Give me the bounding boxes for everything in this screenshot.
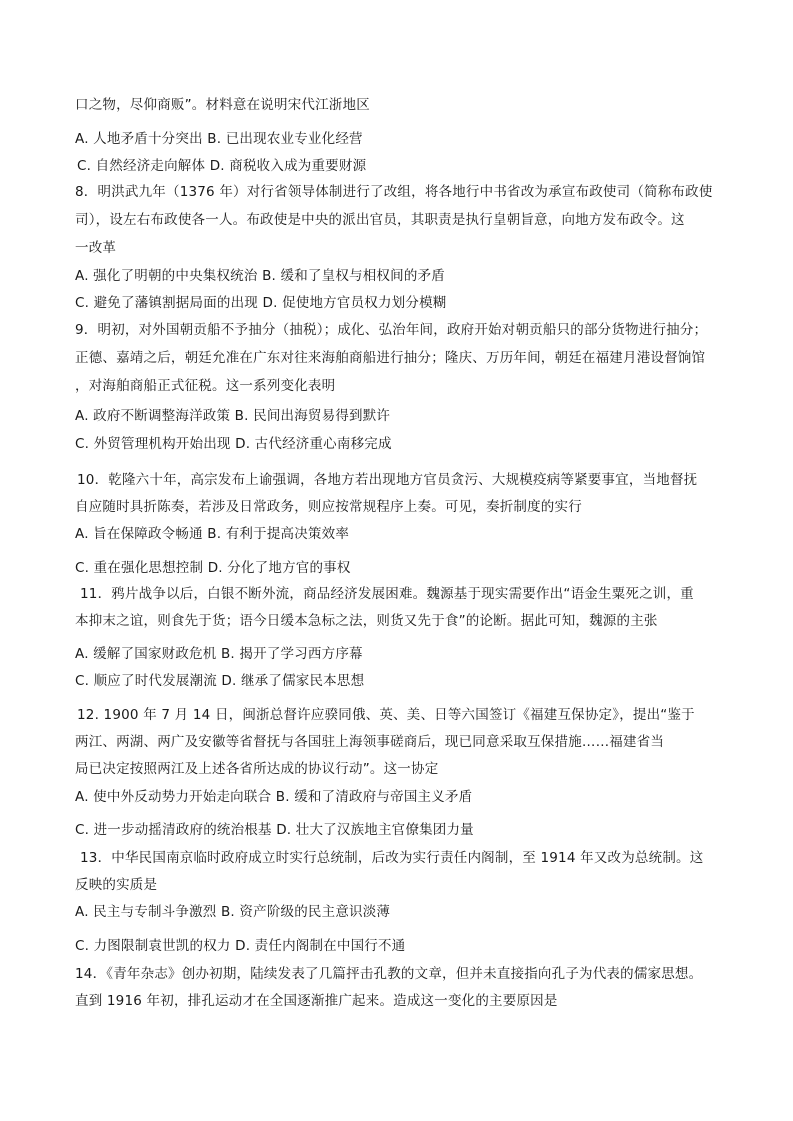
- question-10-option-ab: A. 旨在保障政令畅通 B. 有利于提高决策效率: [75, 526, 350, 542]
- option-line-cd: C. 自然经济走向解体 D. 商税收入成为重要财源: [77, 158, 367, 174]
- question-12-option-cd: C. 进一步动摇清政府的统治根基 D. 壮大了汉族地主官僚集团力量: [75, 822, 474, 838]
- question-13-line-2: 反映的实质是: [75, 877, 158, 893]
- question-13-line-1: 13．中华民国南京临时政府成立时实行总统制，后改为实行责任内阁制，至 1914 年又改为总统制。这: [80, 850, 704, 866]
- question-12-line-1: 12. 1900 年 7 月 14 日，闽浙总督许应骙同俄、英、美、日等六国签订《福建互保协定》，提出“鉴于: [77, 707, 695, 723]
- question-9-option-cd: C. 外贸管理机构开始出现 D. 古代经济重心南移完成: [75, 436, 392, 452]
- question-10-option-cd: C. 重在强化思想控制 D. 分化了地方官的事权: [75, 560, 351, 576]
- question-8-line-2: 司），设左右布政使各一人。布政使是中央的派出官员，其职责是执行皇朝旨意，向地方发布政令。这: [75, 212, 685, 228]
- question-8-option-cd: C. 避免了藩镇割据局面的出现 D. 促使地方官员权力划分模糊: [75, 295, 447, 311]
- question-9-line-3: ，对海舶商船正式征税。这一系列变化表明: [75, 378, 336, 394]
- text-line-continuation: 口之物，尽仰商贩”。材料意在说明宋代江浙地区: [75, 97, 370, 113]
- question-11-option-ab: A. 缓解了国家财政危机 B. 揭开了学习西方序幕: [75, 646, 363, 662]
- question-10-line-1: 10．乾隆六十年，高宗发布上谕强调，各地方若出现地方官员贪污、大规模疫病等紧要事宜，当地督抚: [77, 472, 698, 488]
- question-12-line-3: 局已决定按照两江及上述各省所达成的协议行动”。这一协定: [75, 761, 439, 777]
- question-12-line-2: 两江、两湖、两广及安徽等省督抚与各国驻上海领事磋商后，现已同意采取互保措施……福建省当: [75, 734, 665, 750]
- question-9-line-1: 9．明初，对外国朝贡船不予抽分（抽税）；成化、弘治年间，政府开始对朝贡船只的部分货物进行抽分；: [75, 322, 708, 338]
- question-12-option-ab: A. 使中外反动势力开始走向联合 B. 缓和了清政府与帝国主义矛盾: [75, 789, 473, 805]
- question-11-option-cd: C. 顺应了时代发展潮流 D. 继承了儒家民本思想: [75, 673, 365, 689]
- question-13-option-ab: A. 民主与专制斗争激烈 B. 资产阶级的民主意识淡薄: [75, 904, 391, 920]
- question-9-option-ab: A. 政府不断调整海洋政策 B. 民间出海贸易得到默许: [75, 408, 391, 424]
- option-line-ab: A. 人地矛盾十分突出 B. 已出现农业专业化经营: [75, 131, 363, 147]
- question-14-line-1: 14．《青年杂志》创办初期，陆续发表了几篇抨击孔教的文章，但并未直接指向孔子为代表的儒家思想。: [75, 966, 703, 982]
- question-9-line-2: 正德、嘉靖之后，朝廷允准在广东对往来海舶商船进行抽分；隆庆、万历年间，朝廷在福建月港设督饷馆: [75, 350, 706, 366]
- question-14-line-2: 直到 1916 年初，排孔运动才在全国逐渐推广起来。造成这一变化的主要原因是: [75, 993, 558, 1009]
- question-10-line-2: 自应随时具折陈奏，若涉及日常政务，则应按常规程序上奏。可见，奏折制度的实行: [75, 499, 582, 515]
- question-11-line-2: 本抑末之谊，则食先于货；语今日缓本急标之法，则货又先于食”的论断。据此可知，魏源的主张: [75, 613, 658, 629]
- question-8-line-1: 8．明洪武九年（1376 年）对行省领导体制进行了改组，将各地行中书省改为承宣布政使司（简称布政使: [75, 184, 713, 200]
- question-8-option-ab: A. 强化了明朝的中央集权统治 B. 缓和了皇权与相权间的矛盾: [75, 268, 445, 284]
- question-11-line-1: 11．鸦片战争以后，白银不断外流，商品经济发展困难。魏源基于现实需要作出“语金生粟死之训，重: [80, 586, 694, 602]
- question-13-option-cd: C. 力图限制袁世凯的权力 D. 责任内阁制在中国行不通: [75, 938, 406, 954]
- question-8-line-3: 一改革: [75, 240, 117, 256]
